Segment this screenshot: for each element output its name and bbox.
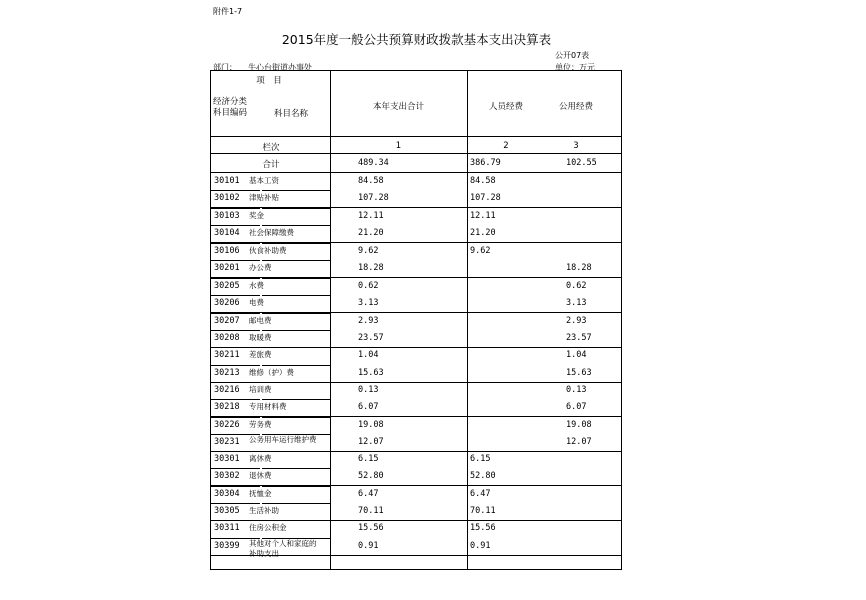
- total-column-header: 本年支出合计: [372, 102, 424, 112]
- code-underline: [211, 520, 260, 521]
- name-underline: [262, 503, 330, 504]
- row-code: 30301: [214, 454, 240, 464]
- code-underline: [211, 330, 260, 331]
- row-personnel: 0.91: [470, 541, 491, 551]
- name-underline: [262, 208, 330, 209]
- name-underline: [262, 330, 330, 331]
- row-code: 30216: [214, 385, 240, 395]
- attachment-label: 附件1-7: [213, 7, 243, 16]
- row-code: 30231: [214, 437, 240, 447]
- name-underline: [262, 243, 330, 244]
- row-name: 住房公积金: [249, 523, 287, 532]
- form-number: 公开07表: [555, 51, 590, 60]
- code-underline: [211, 278, 260, 279]
- row-name: 其他对个人和家庭的补助支出: [249, 539, 317, 558]
- row-personnel: 21.20: [470, 228, 496, 238]
- row-public: 19.08: [566, 420, 592, 430]
- row-total: 0.13: [358, 385, 379, 395]
- code-underline: [211, 569, 260, 570]
- row-name: 津贴补贴: [249, 193, 279, 202]
- code-underline: [211, 190, 260, 191]
- row-code: 30302: [214, 471, 240, 481]
- project-header: 项 目: [256, 76, 282, 86]
- row-public: 23.57: [566, 333, 592, 343]
- name-underline: [262, 278, 330, 279]
- name-underline: [262, 520, 330, 521]
- name-underline: [262, 313, 330, 314]
- column-index-3: 3: [573, 141, 579, 151]
- department-label: 部门：: [213, 63, 237, 72]
- row-name: 退休费: [249, 471, 272, 480]
- row-code: 30201: [214, 263, 240, 273]
- row-name: 社会保障缴费: [249, 228, 294, 237]
- code-underline: [211, 399, 260, 400]
- row-total: 52.80: [358, 471, 384, 481]
- row-name: 生活补助: [249, 506, 279, 515]
- row-personnel: 15.56: [470, 523, 496, 533]
- row-code: 30213: [214, 368, 240, 378]
- row-code: 30218: [214, 402, 240, 412]
- row-total: 15.56: [358, 523, 384, 533]
- row-total: 1.04: [358, 350, 379, 360]
- row-total: 23.57: [358, 333, 384, 343]
- name-underline: [262, 295, 330, 296]
- public-column-header: 公用经费: [558, 102, 593, 112]
- sum-row-label: 合计: [262, 160, 280, 170]
- row-total: 84.58: [358, 176, 384, 186]
- name-underline: [262, 417, 330, 418]
- row-code: 30102: [214, 193, 240, 203]
- row-total: 15.63: [358, 368, 384, 378]
- row-public: 0.62: [566, 281, 587, 291]
- code-underline: [211, 365, 260, 366]
- row-total: 70.11: [358, 506, 384, 516]
- sum-personnel: 386.79: [470, 158, 501, 168]
- row-personnel: 107.28: [470, 193, 501, 203]
- row-total: 12.07: [358, 437, 384, 447]
- code-underline: [211, 208, 260, 209]
- name-underline: [262, 260, 330, 261]
- unit-label: 单位：万元: [555, 63, 595, 72]
- sum-total: 489.34: [358, 158, 389, 168]
- column-index-2: 2: [503, 141, 509, 151]
- row-name: 抚恤金: [249, 489, 272, 498]
- name-underline: [262, 399, 330, 400]
- row-code: 30101: [214, 176, 240, 186]
- row-personnel: 12.11: [470, 211, 496, 221]
- row-name: 奖金: [249, 211, 264, 220]
- name-underline: [262, 382, 330, 383]
- sum-separator: [211, 172, 621, 173]
- row-code: 30211: [214, 350, 240, 360]
- row-code: 30311: [214, 523, 240, 533]
- row-personnel: 9.62: [470, 246, 491, 256]
- code-underline: [211, 382, 260, 383]
- row-total: 9.62: [358, 246, 379, 256]
- code-underline: [211, 225, 260, 226]
- code-underline: [211, 260, 260, 261]
- name-underline: [262, 569, 330, 570]
- row-code: 30205: [214, 281, 240, 291]
- index-separator: [211, 153, 621, 154]
- row-public: 1.04: [566, 350, 587, 360]
- row-name: 公务用车运行维护费: [249, 435, 317, 444]
- row-name: 劳务费: [249, 420, 272, 429]
- row-name: 培训费: [249, 385, 272, 394]
- code-underline: [211, 503, 260, 504]
- row-code: 30206: [214, 298, 240, 308]
- row-name: 基本工资: [249, 176, 279, 185]
- row-personnel: 52.80: [470, 471, 496, 481]
- row-code: 30226: [214, 420, 240, 430]
- row-total: 12.11: [358, 211, 384, 221]
- row-name: 专用材料费: [249, 402, 287, 411]
- row-name: 电费: [249, 298, 264, 307]
- row-name: 维修（护）费: [249, 368, 294, 377]
- row-code: 30304: [214, 489, 240, 499]
- row-public: 0.13: [566, 385, 587, 395]
- row-code: 30305: [214, 506, 240, 516]
- row-public: 6.07: [566, 402, 587, 412]
- row-personnel: 70.11: [470, 506, 496, 516]
- row-personnel: 6.15: [470, 454, 491, 464]
- row-code: 30207: [214, 316, 240, 326]
- name-underline: [262, 347, 330, 348]
- department-name: 牛心台街道办事处: [248, 63, 312, 72]
- row-code: 30103: [214, 211, 240, 221]
- row-name: 办公费: [249, 263, 272, 272]
- header-separator: [211, 136, 621, 137]
- row-name: 取暖费: [249, 333, 272, 342]
- row-total: 2.93: [358, 316, 379, 326]
- code-underline: [211, 468, 260, 469]
- row-total: 19.08: [358, 420, 384, 430]
- row-code: 30399: [214, 541, 240, 551]
- row-name: 邮电费: [249, 316, 272, 325]
- row-total: 0.62: [358, 281, 379, 291]
- row-total: 6.47: [358, 489, 379, 499]
- name-underline: [262, 486, 330, 487]
- code-underline: [211, 347, 260, 348]
- row-public: 15.63: [566, 368, 592, 378]
- row-public: 18.28: [566, 263, 592, 273]
- row-public: 3.13: [566, 298, 587, 308]
- row-total: 3.13: [358, 298, 379, 308]
- row-personnel: 84.58: [470, 176, 496, 186]
- name-underline: [262, 451, 330, 452]
- row-total: 21.20: [358, 228, 384, 238]
- row-name: 伙食补助费: [249, 246, 287, 255]
- code-underline: [211, 295, 260, 296]
- name-underline: [262, 190, 330, 191]
- row-code: 30106: [214, 246, 240, 256]
- code-underline: [211, 451, 260, 452]
- name-underline: [262, 225, 330, 226]
- row-name: 水费: [249, 281, 264, 290]
- budget-table: [210, 70, 622, 570]
- row-personnel: 6.47: [470, 489, 491, 499]
- code-underline: [211, 417, 260, 418]
- row-index-label: 栏次: [262, 143, 280, 153]
- name-header: 科目名称: [273, 109, 308, 119]
- row-public: 2.93: [566, 316, 587, 326]
- code-underline: [211, 313, 260, 314]
- name-underline: [262, 468, 330, 469]
- row-total: 18.28: [358, 263, 384, 273]
- row-public: 12.07: [566, 437, 592, 447]
- personnel-column-header: 人员经费: [488, 102, 523, 112]
- row-total: 0.91: [358, 541, 379, 551]
- sum-public: 102.55: [566, 158, 597, 168]
- row-code: 30104: [214, 228, 240, 238]
- row-name: 离休费: [249, 454, 272, 463]
- code-underline: [211, 243, 260, 244]
- row-name: 差旅费: [249, 350, 272, 359]
- code-header: 经济分类科目编码: [213, 97, 248, 118]
- column-index-1: 1: [395, 141, 402, 151]
- row-code: 30208: [214, 333, 240, 343]
- row-total: 6.15: [358, 454, 379, 464]
- code-underline: [211, 486, 260, 487]
- name-underline: [262, 365, 330, 366]
- page-title: 2015年度一般公共预算财政拨款基本支出决算表: [281, 32, 552, 47]
- row-total: 6.07: [358, 402, 379, 412]
- row-total: 107.28: [358, 193, 389, 203]
